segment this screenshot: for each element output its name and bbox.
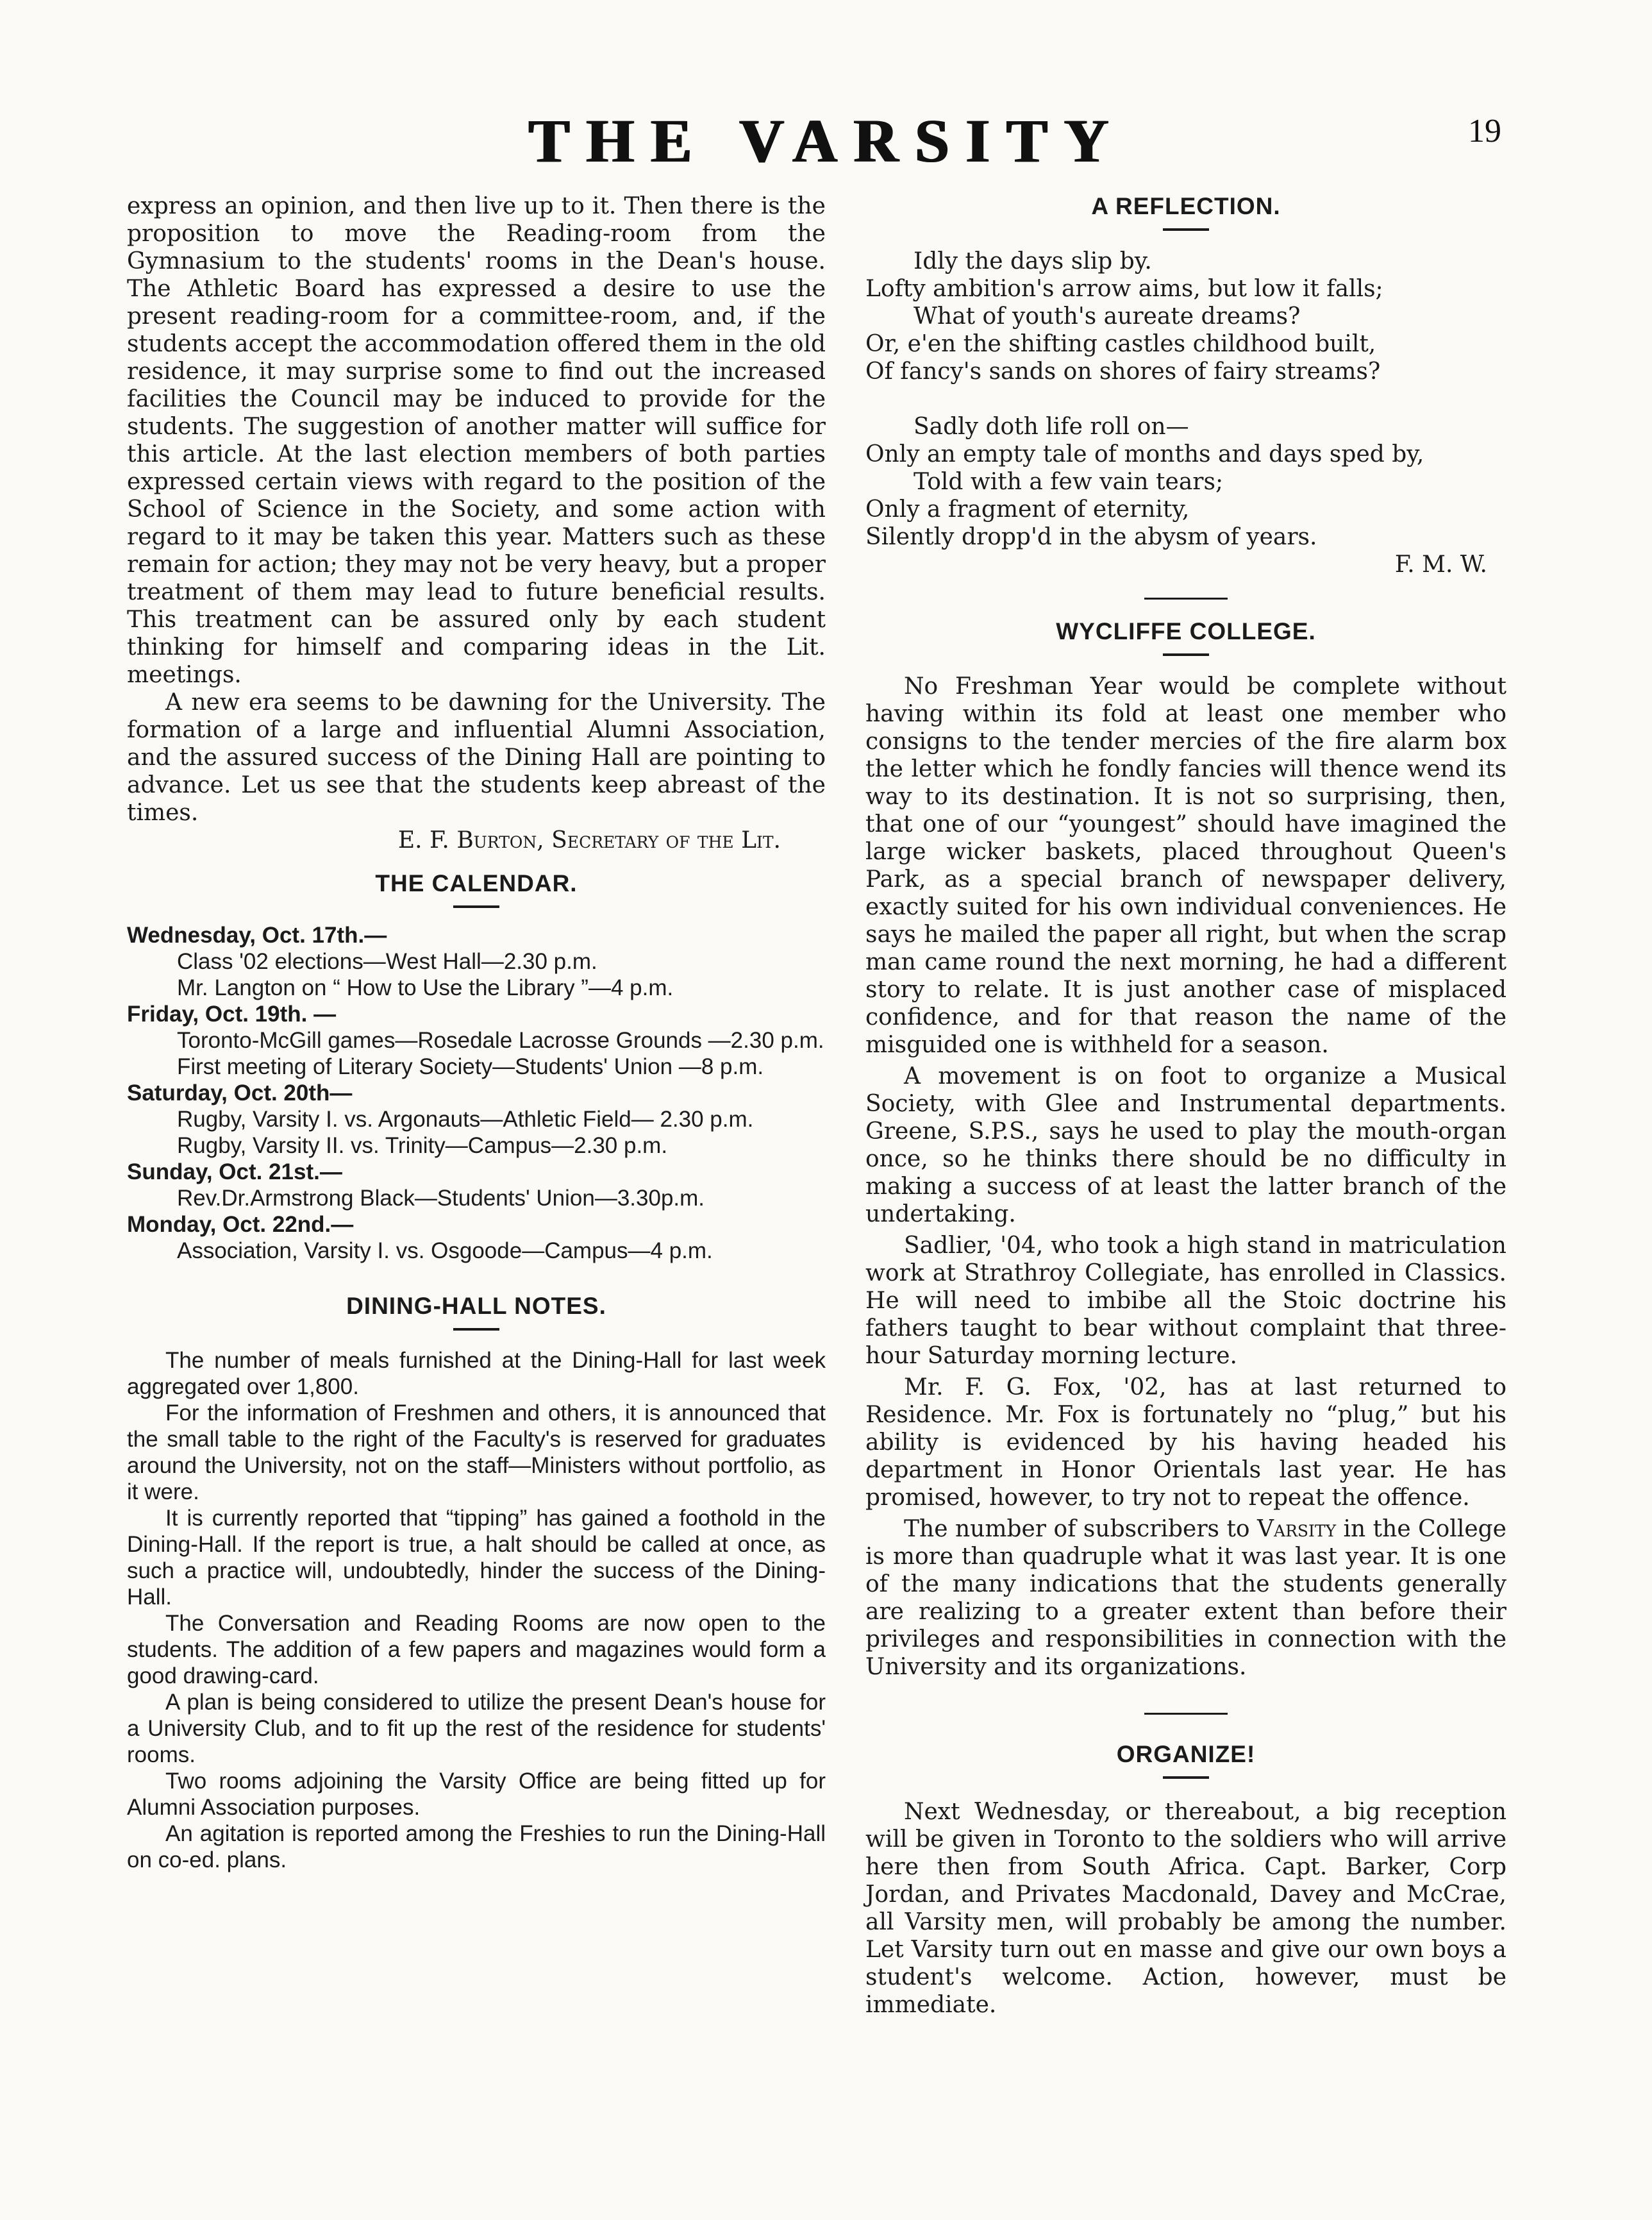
calendar-heading: THE CALENDAR. [375,870,578,896]
poem-line: Or, e'en the shifting castles childhood built, [865,331,1376,357]
poem-line: Told with a few vain tears; [914,469,1224,495]
signature [127,827,826,854]
wycliffe-text: in the College is more than quadruple what it was last year. It is one of the many indications that the students generally are realizing to a greater extent than before their privileges and responsibilities in connection with the University and its organizations. [865,1516,1506,1680]
poem-signature: F. M. W. [1394,551,1487,578]
organize-paragraph: Next Wednesday, or thereabout, a big reception will be given in Toronto to the soldiers who will arrive here then from South Africa. Capt. Barker, Corp Jordan, and Privates Macdonald, Davey and McCrae, all Varsity men, will probably be among the number. Let Varsity turn out en masse and give our own boys a student's welcome. Action, however, must be immediate. [865,1799,1506,2018]
dining-paragraph: The number of meals furnished at the Dining-Hall for last week aggregated over 1,800. [127,1348,826,1399]
section-rule [1144,598,1228,600]
calendar-day: Monday, Oct. 22nd.— [127,1212,354,1237]
intro-paragraph: express an opinion, and then live up to it. Then there is the proposition to move the Reading-room from the Gymnasium to the students' rooms in the Dean's house. The Athletic Board has expressed a desire to use the present reading-room for a committee-room, and, if the students accept the accommodation offered them in the old residence, it may surprise some to find out the increased facilities the Council may be induced to provide for the students. The suggestion of another matter will suffice for this article. At the last election members of both parties expressed certain views with regard to the position of the School of Science in the Society, and some action with regard to it may be taken this year. Matters such as these remain for action; they may not be very heavy, but a proper treatment of them may lead to future beneficial results. This treatment can be assured only by each student thinking for himself and comparing ideas in the Lit. meetings. [127,193,826,688]
poem-line: Only a fragment of eternity, [865,496,1190,523]
poem [865,248,1506,578]
poem-line: What of youth's aureate dreams? [914,303,1301,330]
right-column [865,192,1506,2019]
left-column [127,192,826,1873]
dining-paragraph: It is currently reported that “tipping” has gained a foothold in the Dining-Hall. If the report is true, a halt should be called at once, as such a practice will, undoubtedly, hinder the success of the Dining-Hall. [127,1506,826,1610]
stanza-gap [865,385,1506,413]
reflection-heading: A REFLECTION. [1091,193,1281,219]
calendar [127,922,826,1264]
wycliffe-paragraph: A movement is on foot to organize a Musical Society, with Glee and Instrumental departments. Greene, S.P.S., says he used to play the mouth-organ once, so he thinks there should be no difficulty in making a success of at least the latter branch of the undertaking. [865,1063,1506,1227]
section-rule [1144,1713,1228,1715]
masthead-title: THE VARSITY [528,106,1124,175]
wycliffe-paragraph: Mr. F. G. Fox, '02, has at last returned to Residence. Mr. Fox is fortunately no “plug,” but his ability is evidenced by his having headed his department in Honor Orientals last year. He has promised, however, to try not to repeat the offence. [865,1374,1506,1511]
heading-rule [1163,653,1209,656]
heading-rule [453,905,499,908]
dining-paragraph: The Conversation and Reading Rooms are now open to the students. The addition of a few papers and magazines would form a good drawing-card. [127,1611,826,1688]
heading-rule [1163,1776,1209,1779]
wycliffe-paragraph: No Freshman Year would be complete without having within its fold at least one member who consigns to the tender mercies of the fire alarm box the letter which he fondly fancies will thence wend its way to its destination. It is not so surprising, then, that one of our “youngest” should have imagined the large wicker baskets, placed throughout Queen's Park, as a special branch of newspaper delivery, exactly suited for his own individual conveniences. He says he mailed the paper all right, but when the scrap man came round the next morning, he had a different story to relate. It is just another case of misplaced confidence, and for that reason the name of the misguided one is withheld for a season. [865,673,1506,1058]
heading-rule [453,1328,499,1331]
calendar-event: Rugby, Varsity I. vs. Argonauts—Athletic Field— 2.30 p.m. [177,1107,754,1132]
calendar-event: Toronto-McGill games—Rosedale Lacrosse Grounds —2.30 p.m. [177,1028,824,1053]
page-number: 19 [1468,113,1501,149]
dining-heading: DINING-HALL NOTES. [346,1293,606,1319]
wycliffe-paragraph: Sadlier, '04, who took a high stand in matriculation work at Strathroy Collegiate, has enrolled in Classics. He will need to imbibe all the Stoic doctrine his fathers taught to bear without complaint that three-hour Saturday morning lecture. [865,1232,1506,1369]
masthead [0,106,1652,175]
dining-paragraph: An agitation is reported among the Freshies to run the Dining-Hall on co-ed. plans. [127,1821,826,1872]
dining-paragraph: For the information of Freshmen and others, it is announced that the small table to the right of the Faculty's is reserved for graduates around the University, not on the staff—Ministers without portfolio, as it were. [127,1400,826,1504]
calendar-event: Rugby, Varsity II. vs. Trinity—Campus—2.30 p.m. [177,1133,668,1158]
wycliffe-text: The number of subscribers to [904,1516,1258,1542]
calendar-event: Association, Varsity I. vs. Osgoode—Campus—4 p.m. [177,1238,713,1263]
dining-paragraph: A plan is being considered to utilize the present Dean's house for a University Club, and to fit up the rest of the residence for students' rooms. [127,1690,826,1767]
poem-line: Silently dropp'd in the abysm of years. [865,524,1317,550]
signature-title: Secretary of the Lit. [544,827,781,854]
calendar-day: Wednesday, Oct. 17th.— [127,923,387,948]
poem-line: Idly the days slip by. [914,248,1152,274]
calendar-event: First meeting of Literary Society—Students' Union —8 p.m. [177,1054,764,1079]
calendar-event: Mr. Langton on “ How to Use the Library ”—4 p.m. [177,975,674,1000]
dining-notes [127,1347,826,1873]
dining-paragraph: Two rooms adjoining the Varsity Office are being fitted up for Alumni Association purposes. [127,1769,826,1820]
varsity-name: Varsity [1257,1516,1337,1542]
calendar-day: Sunday, Oct. 21st.— [127,1159,342,1184]
poem-line: Of fancy's sands on shores of fairy streams? [865,358,1381,385]
poem-line: Sadly doth life roll on— [914,414,1189,440]
poem-line: Lofty ambition's arrow aims, but low it falls; [865,276,1383,302]
wycliffe-heading: WYCLIFFE COLLEGE. [1056,618,1316,644]
calendar-day: Friday, Oct. 19th. — [127,1002,337,1027]
wycliffe-paragraph [865,1515,1506,1681]
organize-heading: ORGANIZE! [1116,1741,1256,1767]
calendar-day: Saturday, Oct. 20th— [127,1081,353,1106]
signature-name: E. F. Burton, [397,827,544,854]
poem-line: Only an empty tale of months and days sped by, [865,441,1424,467]
calendar-event: Class '02 elections—West Hall—2.30 p.m. [177,949,597,974]
heading-rule [1163,228,1209,231]
calendar-event: Rev.Dr.Armstrong Black—Students' Union—3.30p.m. [177,1186,705,1211]
intro-paragraph: A new era seems to be dawning for the University. The formation of a large and influential Alumni Association, and the assured success of the Dining Hall are pointing to advance. Let us see that the students keep abreast of the times. [127,689,826,826]
